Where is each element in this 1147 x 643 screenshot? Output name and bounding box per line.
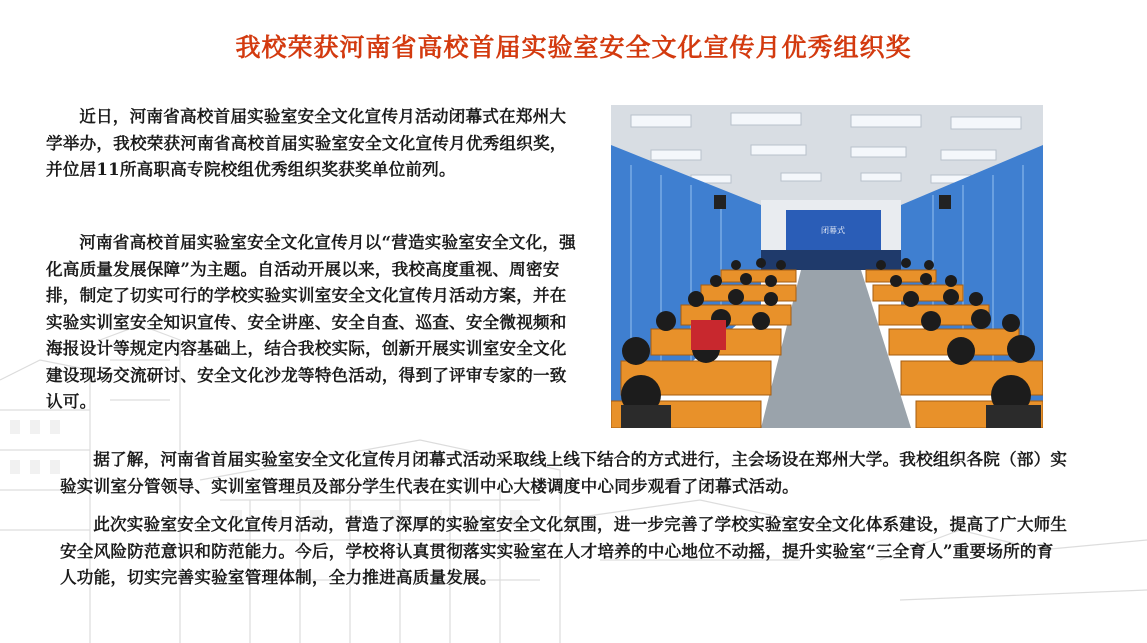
paragraph-theme: 河南省高校首届实验室安全文化宣传月以“营造实验室安全文化，强化高质量发展保障”为主题。自活动开展以来，我校高度重视、周密安排，制定了切实可行的学校实验实训室安全文化宣传月活动方案，并在实验实训室安全知识宣传、安全讲座、安全自查、巡查、安全微视频和海报设计等规定内容基础上，结合我校实际，创新开展实训室安全文化建设现场交流研讨、安全文化沙龙等特色活动，得到了评审专家的一致认可。 [46,232,576,411]
screen-caption: 闭幕式 [821,226,845,235]
page-title: 我校荣获河南省高校首届实验室安全文化宣传月优秀组织奖 [235,33,912,62]
event-photo [611,105,1043,428]
paragraph-closing-ceremony: 据了解，河南省首届实验室安全文化宣传月闭幕式活动采取线上线下结合的方式进行，主会场设在郑州大学。我校组织各院（部）实验实训室分管领导、实训室管理员及部分学生代表在实训中心大楼调度中心同步观看了闭幕式活动。 [60,449,1068,496]
paragraph-intro: 近日，河南省高校首届实验室安全文化宣传月活动闭幕式在郑州大学举办，我校荣获河南省高校首届实验室安全文化宣传月优秀组织奖，并位居11所高职高专院校组优秀组织奖获奖单位前列。 [46,106,567,179]
paragraph-outcome: 此次实验室安全文化宣传月活动，营造了深厚的实验室安全文化氛围，进一步完善了学校实验室安全文化体系建设，提高了广大师生安全风险防范意识和防范能力。今后，学校将认真贯彻落实实验室在人才培养的中心地位不动摇，提升实验室“三全育人”重要场所的育人功能，切实完善实验室管理体制，全力推进高质量发展。 [60,514,1068,587]
